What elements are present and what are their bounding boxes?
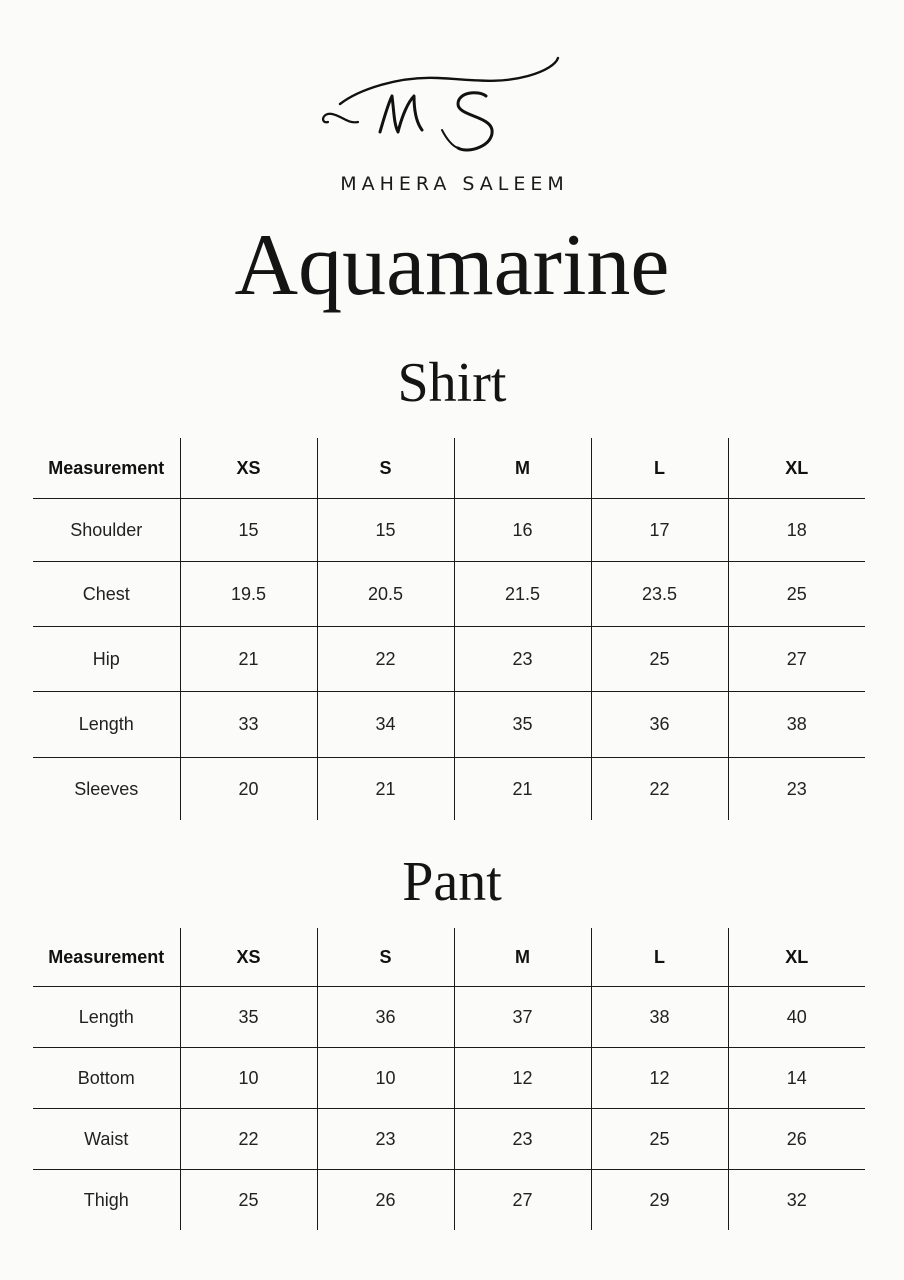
table-cell: 23: [454, 1109, 591, 1170]
table-cell: 15: [317, 499, 454, 562]
table-cell: 23.5: [591, 562, 728, 627]
pant-size-table: [33, 928, 865, 1230]
table-cell: 38: [591, 987, 728, 1048]
table-cell: 25: [591, 1109, 728, 1170]
table-cell: 37: [454, 987, 591, 1048]
table-cell: 29: [591, 1170, 728, 1231]
header-cell: S: [317, 438, 454, 499]
table-cell: 15: [180, 499, 317, 562]
table-cell: 27: [728, 627, 865, 692]
header-cell: XS: [180, 928, 317, 987]
table-cell: 23: [317, 1109, 454, 1170]
table-row: [33, 1109, 865, 1170]
header-cell: L: [591, 928, 728, 987]
table-cell: 35: [180, 987, 317, 1048]
table-cell: 25: [591, 627, 728, 692]
row-label: Sleeves: [74, 778, 139, 799]
row-label: Hip: [33, 627, 180, 692]
table-row: [33, 499, 865, 562]
table-cell: 20.5: [317, 562, 454, 627]
table-header-row: [33, 438, 865, 499]
table-cell: 21.5: [454, 562, 591, 627]
table-cell: 26: [728, 1109, 865, 1170]
table-row: [33, 1170, 865, 1231]
table-cell: 12: [454, 1048, 591, 1109]
table-cell: 25: [180, 1170, 317, 1231]
table-cell: 17: [591, 499, 728, 562]
table-cell: 12: [591, 1048, 728, 1109]
row-label: Waist: [33, 1109, 180, 1170]
table-cell: 25: [728, 562, 865, 627]
ms-monogram-logo: [318, 52, 568, 167]
header-cell: Measurement: [33, 928, 180, 987]
pant-section-title: Pant: [402, 851, 502, 913]
table-cell: 36: [591, 692, 728, 758]
table-cell: 36: [317, 987, 454, 1048]
table-cell: 18: [728, 499, 865, 562]
header-cell: XL: [728, 438, 865, 499]
row-label: Length: [33, 692, 180, 758]
table-cell: 21: [454, 758, 591, 821]
table-cell: 23: [454, 627, 591, 692]
header-cell: S: [317, 928, 454, 987]
table-cell: 35: [454, 692, 591, 758]
table-cell: 16: [454, 499, 591, 562]
table-row: [33, 562, 865, 627]
header-cell: XL: [728, 928, 865, 987]
table-row: [33, 627, 865, 692]
header-cell: Measurement: [33, 438, 180, 499]
shirt-section-title: Shirt: [397, 352, 507, 414]
table-cell: 14: [728, 1048, 865, 1109]
table-row: [33, 1048, 865, 1109]
row-label: Thigh: [83, 1189, 129, 1210]
table-row: [33, 758, 865, 821]
table-cell: 32: [728, 1170, 865, 1231]
table-header-row: [33, 928, 865, 987]
table-row: [33, 987, 865, 1048]
table-cell: 38: [728, 692, 865, 758]
row-label: Length: [33, 987, 180, 1048]
header-cell: XS: [180, 438, 317, 499]
header-cell: L: [591, 438, 728, 499]
table-cell: 40: [728, 987, 865, 1048]
table-cell: 21: [317, 758, 454, 821]
header-cell: M: [454, 438, 591, 499]
header-cell: M: [454, 928, 591, 987]
table-cell: 19.5: [180, 562, 317, 627]
brand-name: MAHERA SALEEM: [340, 173, 569, 195]
table-cell: 26: [317, 1170, 454, 1231]
table-cell: 20: [180, 758, 317, 821]
table-cell: 22: [317, 627, 454, 692]
table-row: [33, 692, 865, 758]
row-label: Shoulder: [33, 499, 180, 562]
table-cell: 33: [180, 692, 317, 758]
table-cell: 22: [180, 1109, 317, 1170]
table-cell: 10: [180, 1048, 317, 1109]
table-cell: 10: [317, 1048, 454, 1109]
table-cell: 22: [591, 758, 728, 821]
table-cell: 27: [454, 1170, 591, 1231]
collection-title: Aquamarine: [234, 217, 670, 314]
row-label: Bottom: [33, 1048, 180, 1109]
row-label: Chest: [33, 562, 180, 627]
table-cell: 23: [728, 758, 865, 821]
table-cell: 21: [180, 627, 317, 692]
table-cell: 34: [317, 692, 454, 758]
shirt-size-table: [33, 438, 865, 820]
